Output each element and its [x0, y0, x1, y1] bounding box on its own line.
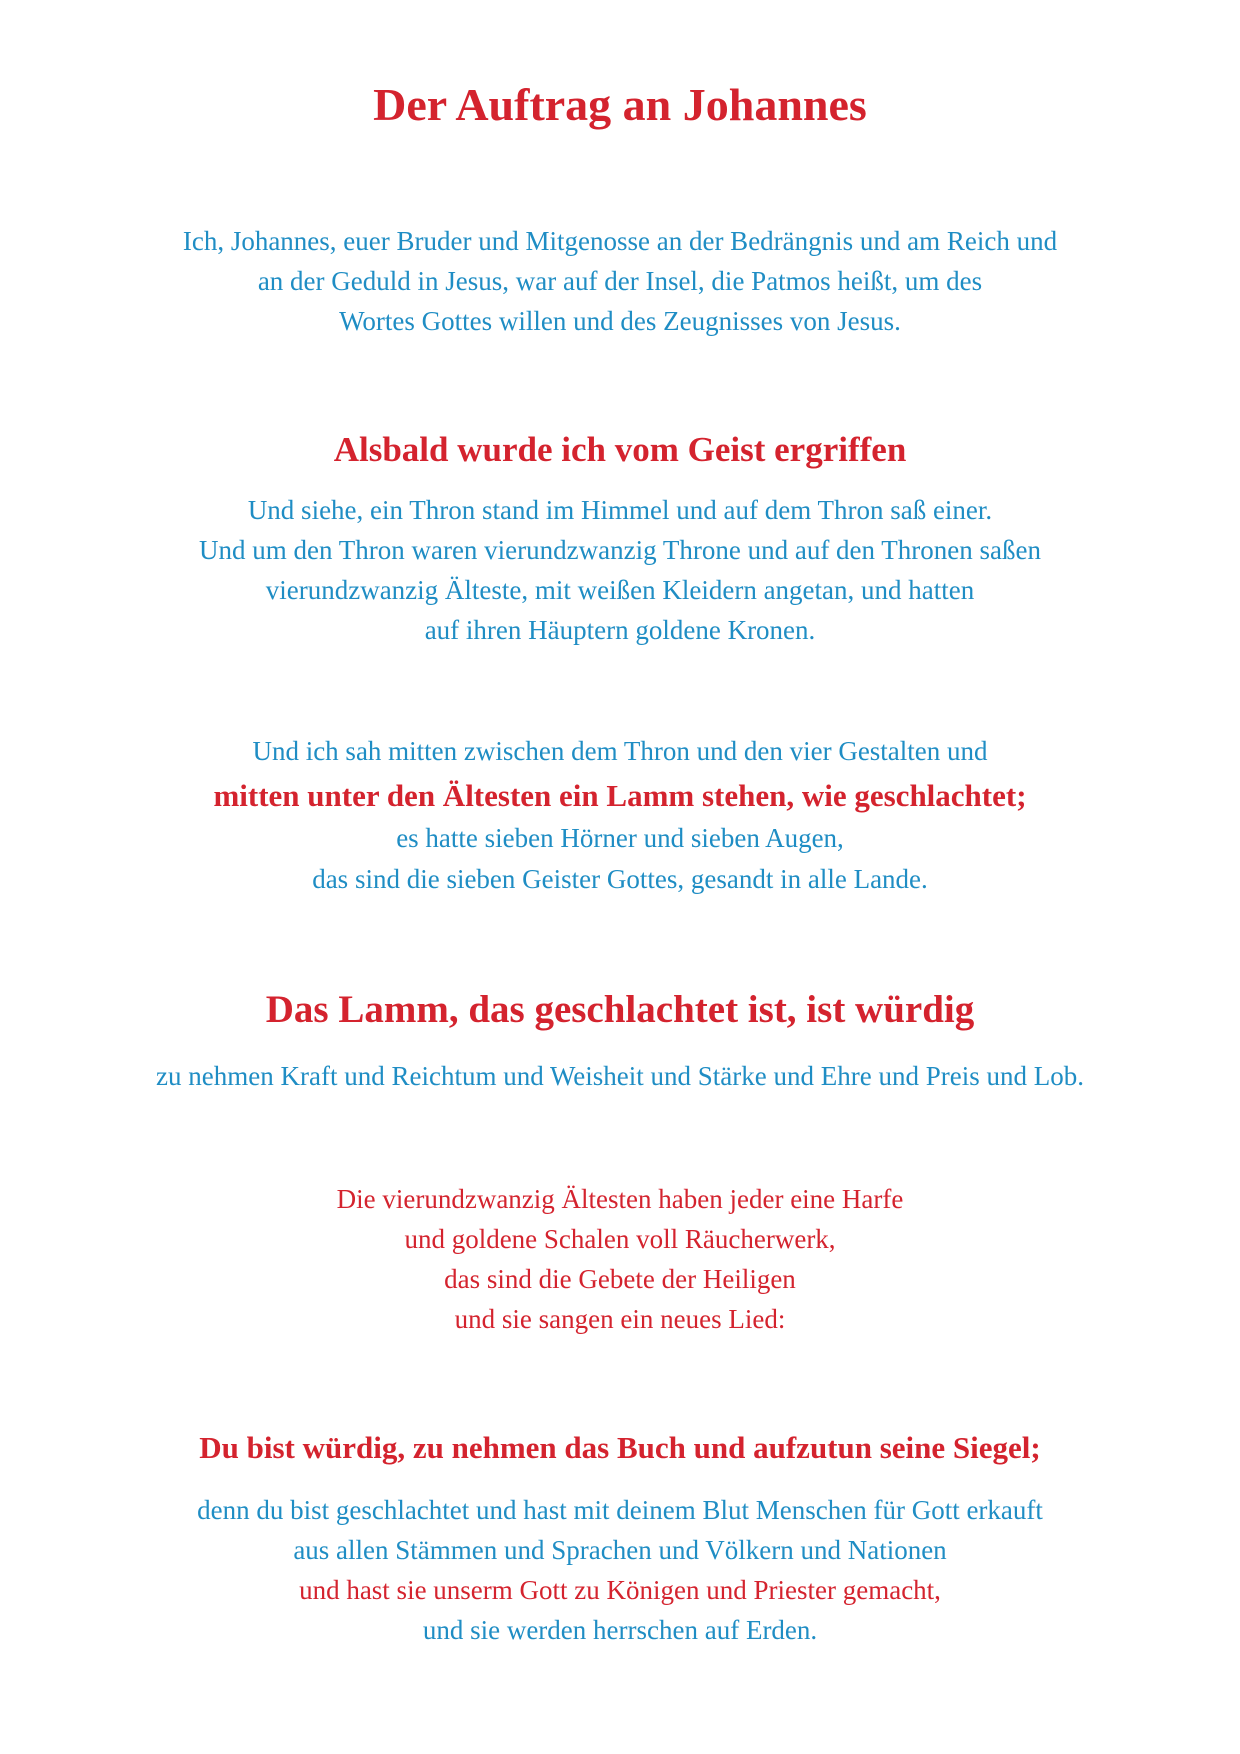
intro-line: Ich, Johannes, euer Bruder und Mitgenosse an der Bedrängnis und am Reich und: [182, 226, 1058, 256]
section-heading-geist: Alsbald wurde ich vom Geist ergriffen: [333, 430, 907, 469]
intro-line: an der Geduld in Jesus, war auf der Insel, die Patmos heißt, um des: [257, 266, 983, 296]
paragraph-line: das sind die sieben Geister Gottes, gesandt in alle Lande.: [312, 864, 928, 894]
intro-line: Wortes Gottes willen und des Zeugnisses von Jesus.: [339, 306, 901, 336]
paragraph-line: Und um den Thron waren vierundzwanzig Throne und auf den Thronen saßen: [198, 535, 1041, 565]
paragraph-line: Die vierundzwanzig Ältesten haben jeder eine Harfe: [336, 1184, 904, 1214]
section-heading-lamm: Das Lamm, das geschlachtet ist, ist würdig: [265, 988, 975, 1031]
page-title: Der Auftrag an Johannes: [373, 79, 867, 130]
paragraph-line: Und ich sah mitten zwischen dem Thron und den vier Gestalten und: [252, 736, 988, 766]
section-heading-siegel: Du bist würdig, zu nehmen das Buch und aufzutun seine Siegel;: [199, 1430, 1041, 1465]
paragraph-line: und sie sangen ein neues Lied:: [454, 1304, 786, 1334]
paragraph-line: zu nehmen Kraft und Reichtum und Weisheit und Stärke und Ehre und Preis und Lob.: [156, 1061, 1084, 1091]
paragraph-line: aus allen Stämmen und Sprachen und Völkern und Nationen: [293, 1535, 947, 1565]
paragraph-line: es hatte sieben Hörner und sieben Augen,: [396, 823, 844, 853]
paragraph-line: und sie werden herrschen auf Erden.: [422, 1615, 818, 1645]
lamb-emphasis: mitten unter den Ältesten ein Lamm stehen, wie geschlachtet;: [213, 778, 1027, 813]
paragraph-line: und goldene Schalen voll Räucherwerk,: [404, 1224, 836, 1254]
paragraph-line: das sind die Gebete der Heiligen: [444, 1264, 796, 1294]
paragraph-line: denn du bist geschlachtet und hast mit deinem Blut Menschen für Gott erkauft: [197, 1495, 1043, 1525]
paragraph-line: und hast sie unserm Gott zu Königen und Priester gemacht,: [299, 1575, 941, 1605]
paragraph-line: vierundzwanzig Älteste, mit weißen Kleidern angetan, und hatten: [265, 575, 975, 605]
paragraph-line: Und siehe, ein Thron stand im Himmel und auf dem Thron saß einer.: [247, 495, 993, 525]
paragraph-line: auf ihren Häuptern goldene Kronen.: [424, 615, 816, 645]
